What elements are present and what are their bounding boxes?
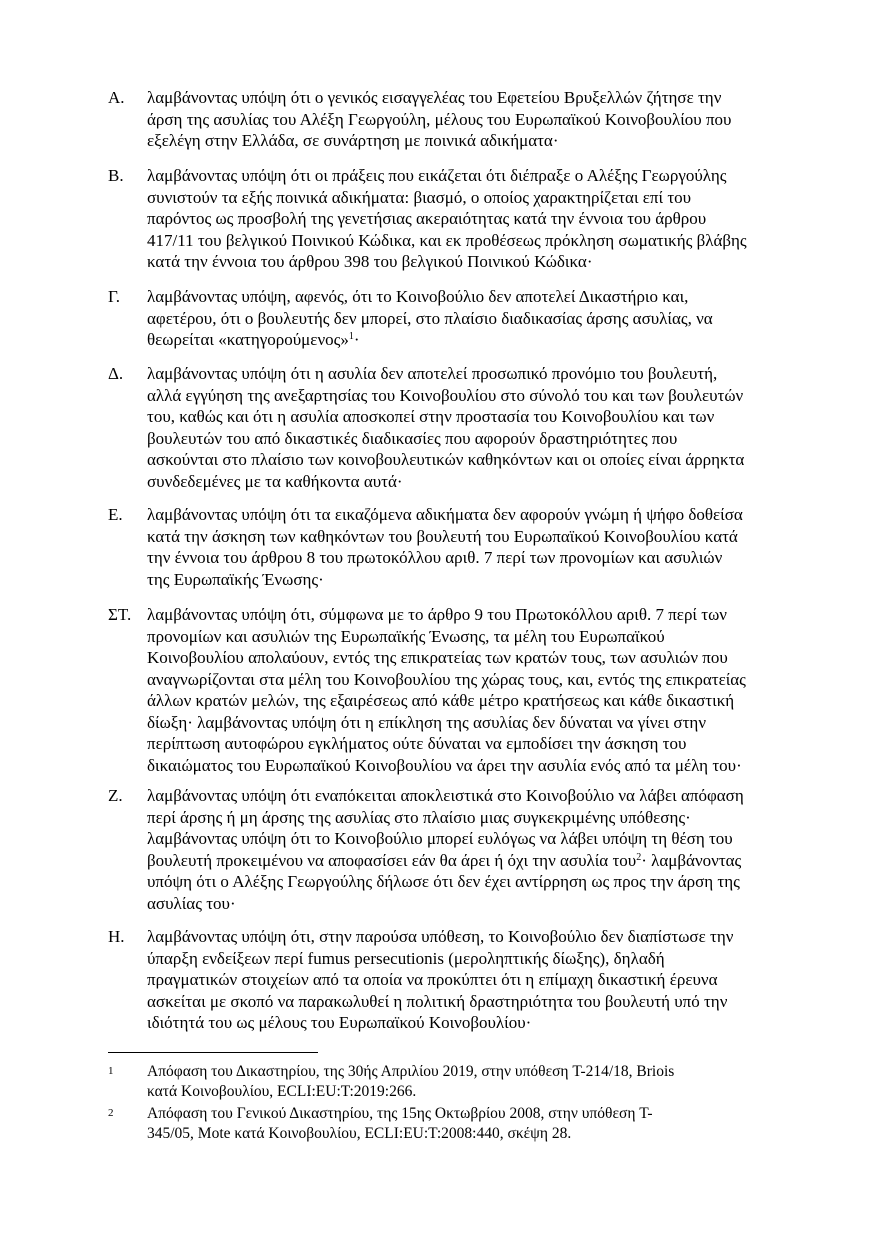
text-line: συνιστούν τα εξής ποινικά αδικήματα: βιασμό, ο οποίος χαρακτηρίζεται επί του bbox=[147, 187, 692, 207]
text-line: του, καθώς και ότι η ασυλία αποσκοπεί στην προστασία του Κοινοβουλίου και των bbox=[147, 407, 715, 426]
text-line: αφετέρου, ότι ο βουλευτής δεν μπορεί, στο πλαίσιο διαδικασίας άρσης ασυλίας, να bbox=[147, 308, 713, 328]
text-line: περί άρσης ή μη άρσης της ασυλίας στο πλαίσιο μιας συγκεκριμένης υπόθεσης· bbox=[147, 807, 691, 827]
text-line: άλλων κρατών μελών, της εξαιρέσεως από κάθε μέτρο κρατήσεως και κάθε δικαστική bbox=[147, 691, 735, 710]
text-line: ύπαρξη ενδείξεων περί fumus persecutionis (μεροληπτικής δίωξης), δηλαδή bbox=[147, 948, 665, 968]
text-line: παρόντος ως προσβολή της γενετήσιας ακεραιότητας κατά την έννοια του άρθρου bbox=[147, 209, 707, 228]
text-line: λαμβάνοντας υπόψη ότι ο γενικός εισαγγελέας του Εφετείου Βρυξελλών ζήτησε την bbox=[147, 88, 722, 107]
recital-text bbox=[147, 363, 787, 492]
footnote-separator bbox=[108, 1052, 318, 1053]
text-line: Απόφαση του Δικαστηρίου, της 30ής Απριλίου 2019, στην υπόθεση T-214/18, Briois bbox=[147, 1063, 675, 1080]
recital-text bbox=[147, 604, 787, 776]
recital-label: B. bbox=[108, 166, 124, 185]
text-line: κατά την έννοια του άρθρου 398 του βελγικού Ποινικού Κώδικα· bbox=[147, 252, 593, 271]
text-line: δικαιώματος του Ευρωπαϊκού Κοινοβουλίου να άρει την ασυλία ενός από τα μέλη του· bbox=[147, 755, 742, 775]
footnote-text bbox=[147, 1104, 787, 1144]
text-line: ασκούνται στο πλαίσιο των κοινοβουλευτικών καθηκόντων και οι οποίες είναι άρρηκτα bbox=[147, 450, 745, 469]
recital-label: E. bbox=[108, 505, 123, 524]
text-line: Κοινοβουλίου απολαύουν, εντός της επικρατείας των κρατών τους, των ασυλιών που bbox=[147, 648, 728, 667]
recital-label: A. bbox=[108, 88, 125, 107]
text-line: λαμβάνοντας υπόψη ότι οι πράξεις που εικάζεται ότι διέπραξε ο Αλέξης Γεωργούλης bbox=[147, 166, 727, 185]
text-line: ασυλίας του· bbox=[147, 893, 236, 913]
text-line: 417/11 του βελγικού Ποινικού Κώδικα, και εκ προθέσεως πρόκληση σωματικής βλάβης bbox=[147, 230, 747, 250]
text-line: προνομίων και ασυλιών της Ευρωπαϊκής Ένωσης, τα μέλη του Ευρωπαϊκού bbox=[147, 626, 665, 646]
recital-text bbox=[147, 926, 787, 1034]
text-line: βουλευτών του από δικαστικές διαδικασίες που αφορούν δραστηριότητες που bbox=[147, 428, 678, 448]
text-line: εξελέγη στην Ελλάδα, σε συνάρτηση με ποινικά αδικήματα· bbox=[147, 131, 559, 150]
recital-label: Γ. bbox=[108, 287, 121, 306]
text-line: δίωξη· λαμβάνοντας υπόψη ότι η επίκληση της ασυλίας δεν δύναται να γίνει στην bbox=[147, 712, 707, 732]
text-fragment: · bbox=[353, 330, 360, 349]
text-line bbox=[147, 850, 787, 872]
text-line: αναγνωρίζονται στα μέλη του Κοινοβουλίου της χώρας τους, και, εντός της επικρατείας bbox=[147, 669, 746, 689]
recital-text bbox=[147, 286, 787, 351]
text-line: Απόφαση του Γενικού Δικαστηρίου, της 15ης Οκτωβρίου 2008, στην υπόθεση T- bbox=[147, 1105, 653, 1122]
text-line: λαμβάνοντας υπόψη ότι, στην παρούσα υπόθεση, το Κοινοβούλιο δεν διαπίστωσε την bbox=[147, 927, 734, 946]
text-fragment: βουλευτή προκειμένου να αποφασίσει εάν θα άρει ή όχι την ασυλία του bbox=[147, 850, 637, 870]
text-line: κατά την άσκηση των καθηκόντων του βουλευτή του Ευρωπαϊκού Κοινοβουλίου κατά bbox=[147, 526, 738, 546]
text-line: πραγματικών στοιχείων από τα οποία να προκύπτει ότι η επίμαχη δικαστική έρευνα bbox=[147, 970, 718, 989]
recital-label: Z. bbox=[108, 786, 123, 805]
text-line: λαμβάνοντας υπόψη ότι εναπόκειται αποκλειστικά στο Κοινοβούλιο να λάβει απόφαση bbox=[147, 786, 744, 805]
text-fragment: · λαμβάνοντας bbox=[641, 850, 742, 870]
text-line: υπόψη ότι ο Αλέξης Γεωργούλης δήλωσε ότι δεν έχει αντίρρηση ως προς την άρση της bbox=[147, 872, 740, 891]
text-line: άρση της ασυλίας του Αλέξη Γεωργούλη, μέλους του Ευρωπαϊκού Κοινοβουλίου που bbox=[147, 109, 732, 129]
text-line: περίπτωση αυτοφώρου εγκλήματος ούτε δύναται να εμποδίσει την άσκηση του bbox=[147, 734, 687, 753]
text-line: λαμβάνοντας υπόψη, αφενός, ότι το Κοινοβούλιο δεν αποτελεί Δικαστήριο και, bbox=[147, 287, 689, 306]
footnote-ref[interactable]: 2 bbox=[636, 851, 642, 863]
text-line: ιδιότητά του ως μέλους του Ευρωπαϊκού Κοινοβουλίου· bbox=[147, 1013, 532, 1032]
text-line: λαμβάνοντας υπόψη ότι το Κοινοβούλιο μπορεί ευλόγως να λάβει υπόψη τη θέση του bbox=[147, 829, 733, 848]
recital-text bbox=[147, 87, 787, 152]
text-line: συνδεδεμένες με τα καθήκοντα αυτά· bbox=[147, 471, 403, 491]
text-line: κατά Κοινοβουλίου, ECLI:EU:T:2019:266. bbox=[147, 1083, 417, 1100]
recital-label: Δ. bbox=[108, 364, 124, 383]
recital-text bbox=[147, 785, 787, 914]
text-line: λαμβάνοντας υπόψη ότι η ασυλία δεν αποτελεί προσωπικό προνόμιο του βουλευτή, bbox=[147, 364, 718, 383]
footnote-number: 2 bbox=[108, 1107, 114, 1119]
text-fragment: θεωρείται «κατηγορούμενος» bbox=[147, 330, 349, 349]
footnote-ref[interactable]: 1 bbox=[348, 331, 354, 342]
recital-label: ΣΤ. bbox=[108, 605, 132, 624]
recital-label: H. bbox=[108, 927, 125, 946]
text-line: λαμβάνοντας υπόψη ότι, σύμφωνα με το άρθρο 9 του Πρωτοκόλλου αριθ. 7 περί των bbox=[147, 605, 727, 624]
text-line: αλλά εγγύηση της ανεξαρτησίας του Κοινοβουλίου στο σύνολό του και των βουλευτών bbox=[147, 385, 744, 405]
text-line: 345/05, Mote κατά Κοινοβουλίου, ECLI:EU:T:2008:440, σκέψη 28. bbox=[147, 1125, 572, 1142]
footnote-text bbox=[147, 1062, 787, 1102]
text-line bbox=[147, 329, 787, 351]
recital-text bbox=[147, 504, 787, 590]
text-line: την έννοια του άρθρου 8 του πρωτοκόλλου αριθ. 7 περί των προνομίων και ασυλιών bbox=[147, 548, 723, 567]
text-line: ασκείται με σκοπό να παρακωλυθεί η πολιτική δραστηριότητα του βουλευτή υπό την bbox=[147, 991, 728, 1011]
text-line: λαμβάνοντας υπόψη ότι τα εικαζόμενα αδικήματα δεν αφορούν γνώμη ή ψήφο δοθείσα bbox=[147, 505, 743, 524]
footnote-number: 1 bbox=[108, 1065, 114, 1077]
recital-text bbox=[147, 165, 787, 273]
text-line: της Ευρωπαϊκής Ένωσης· bbox=[147, 569, 324, 589]
